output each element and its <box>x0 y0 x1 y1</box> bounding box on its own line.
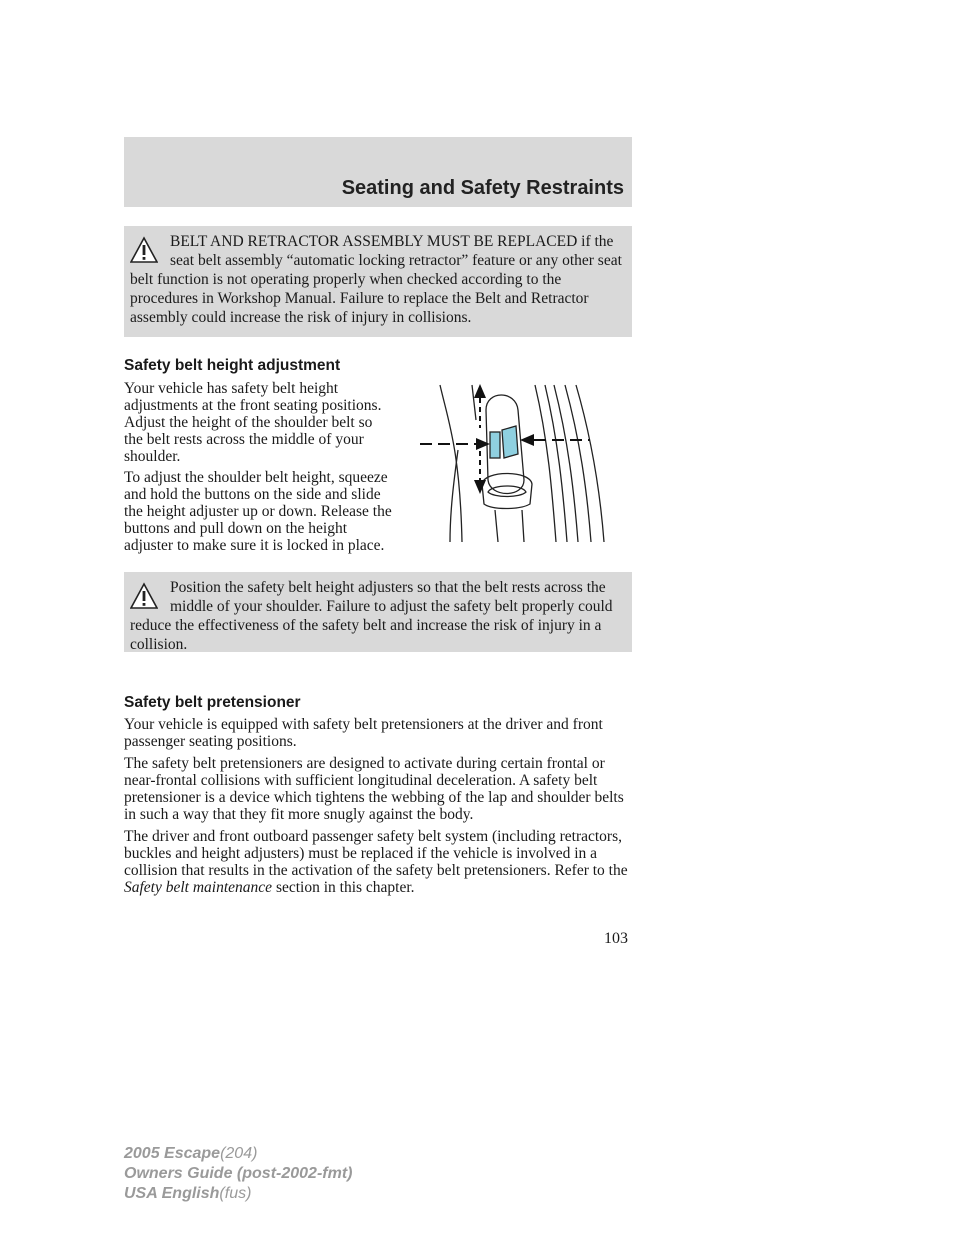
warning-box-height-adjusters <box>124 572 632 652</box>
reference-text-after: section in this chapter. <box>272 879 415 896</box>
footer-line-model: 2005 Escape(204) <box>124 1145 258 1162</box>
paragraph-with-reference <box>124 828 634 896</box>
footer-line-language: USA English(fus) <box>124 1185 252 1202</box>
warning-text: Position the safety belt height adjusters so that the belt rests across the middle of your shoulder. Failure to adjust the safety belt properly could reduce the effectiveness of the safety belt and increase the risk of injury in a collision. <box>130 579 613 653</box>
paragraph: Your vehicle is equipped with safety belt pretensioners at the driver and front passenger seating positions. <box>124 716 603 750</box>
section-title: Seating and Safety Restraints <box>341 177 624 199</box>
header-band <box>124 137 632 207</box>
paragraph: To adjust the shoulder belt height, squeeze and hold the buttons on the side and slide the height adjuster up or down. Release the buttons and pull down on the height adjuster to make sure it is locked in place. <box>124 469 392 554</box>
warning-triangle-icon <box>130 582 158 610</box>
warning-box-retractor <box>124 226 632 337</box>
heading-height-adjustment: Safety belt height adjustment <box>124 357 341 374</box>
belt-height-adjuster-illustration <box>420 380 620 550</box>
heading-pretensioner: Safety belt pretensioner <box>124 694 301 711</box>
footer-doc-info <box>124 1144 352 1204</box>
page-number: 103 <box>604 930 628 947</box>
reference-link-text: Safety belt maintenance <box>124 879 273 896</box>
warning-triangle-icon <box>130 236 158 264</box>
reference-text-before: The driver and front outboard passenger safety belt system (including retractors, buckles and height adjusters) must be replaced if the vehicle is involved in a collision that results in the activation of the safety belt pretensioners. Refer to the <box>124 828 628 879</box>
paragraph: Your vehicle has safety belt height adjustments at the front seating positions. Adjust the height of the shoulder belt so the belt rests across the middle of your shoulder. <box>124 380 382 465</box>
footer-line-guide: Owners Guide (post-2002-fmt) <box>124 1165 353 1182</box>
warning-text: BELT AND RETRACTOR ASSEMBLY MUST BE REPLACED if the seat belt assembly “automatic locking retractor” feature or any other seat belt function is not operating properly when checked according to the procedures in Workshop Manual. Failure to replace the Belt and Retractor assembly could increase the risk of injury in collisions. <box>130 233 622 326</box>
paragraph: The safety belt pretensioners are designed to activate during certain frontal or near-frontal collisions with sufficient longitudinal deceleration. A safety belt pretensioner is a device which tightens the webbing of the lap and shoulder belts in such a way that they fit more snugly against the body. <box>124 755 624 823</box>
